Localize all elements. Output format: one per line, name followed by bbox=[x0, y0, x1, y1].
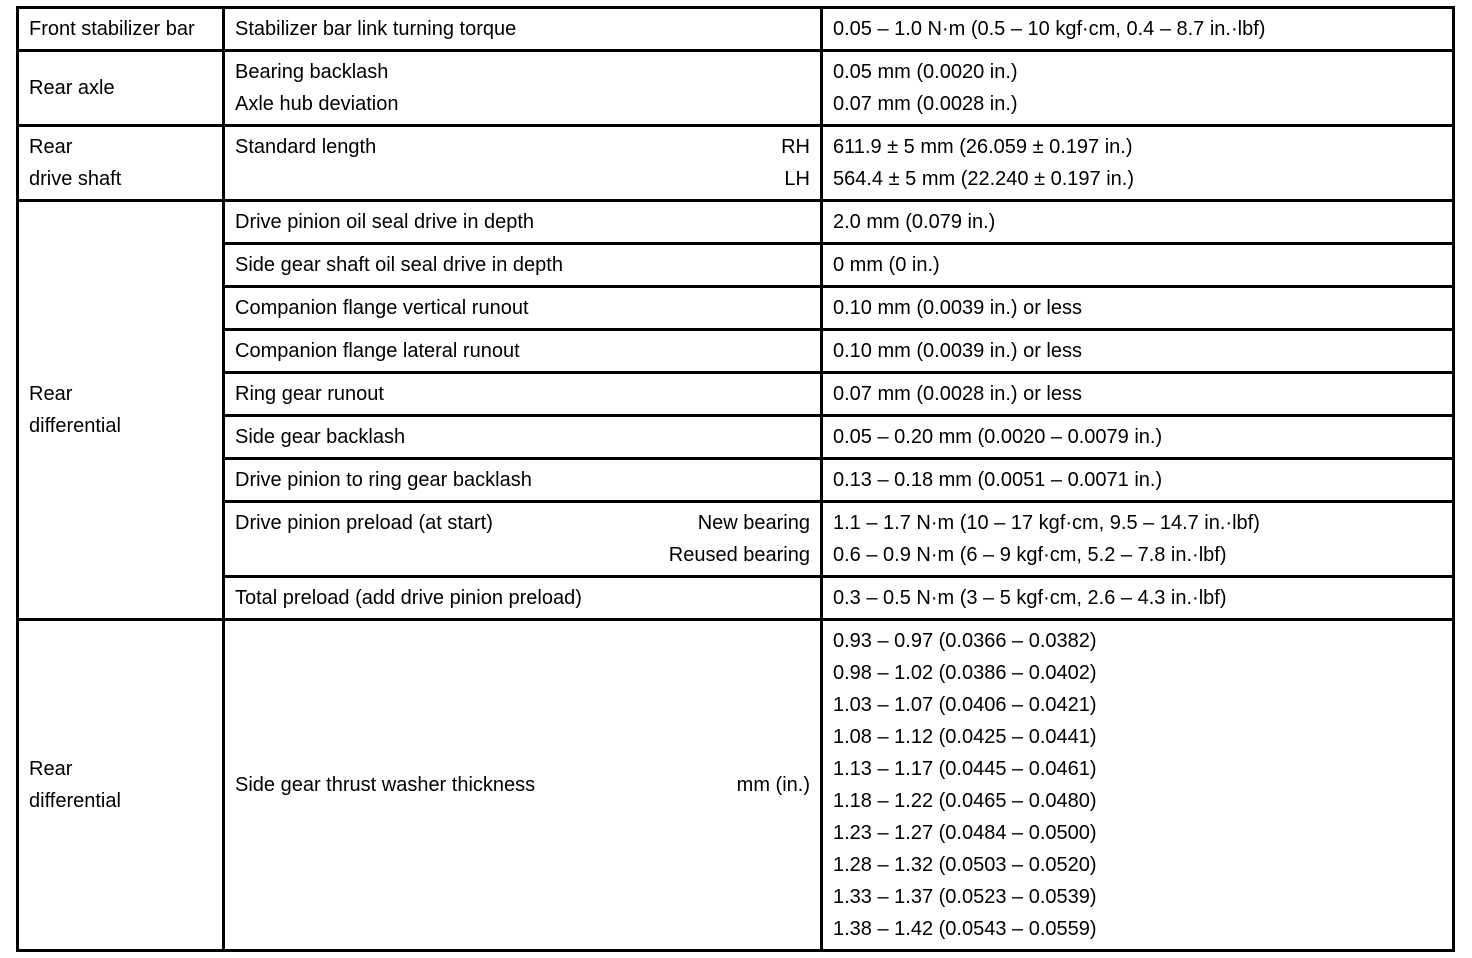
parameter-cell bbox=[224, 577, 822, 620]
row-side-gear-backlash bbox=[18, 416, 1454, 459]
value-cell bbox=[822, 330, 1454, 373]
row-total-preload bbox=[18, 577, 1454, 620]
category-label: Rear bbox=[29, 758, 73, 780]
row-rear-axle bbox=[18, 51, 1454, 126]
value-text: 0.07 mm (0.0028 in.) or less bbox=[833, 383, 1082, 405]
value-text: 611.9 ± 5 mm (26.059 ± 0.197 in.) bbox=[833, 136, 1133, 158]
thickness-value: 1.03 – 1.07 (0.0406 – 0.0421) bbox=[833, 694, 1097, 716]
category-cell bbox=[18, 8, 224, 51]
parameter-label: Drive pinion preload (at start) bbox=[235, 512, 493, 534]
thickness-value: 1.38 – 1.42 (0.0543 – 0.0559) bbox=[833, 918, 1097, 940]
value-cell bbox=[822, 502, 1454, 577]
parameter-label: Drive pinion oil seal drive in depth bbox=[235, 211, 535, 233]
parameter-cell bbox=[224, 330, 822, 373]
value-text: 0.05 – 1.0 N·m (0.5 – 10 kgf·cm, 0.4 – 8.7 in.·lbf) bbox=[833, 18, 1266, 40]
value-cell bbox=[822, 126, 1454, 201]
value-text: 0.05 – 0.20 mm (0.0020 – 0.0079 in.) bbox=[833, 426, 1163, 448]
parameter-label: Drive pinion to ring gear backlash bbox=[235, 469, 532, 491]
row-rear-drive-shaft bbox=[18, 126, 1454, 201]
side-qualifiers bbox=[781, 131, 810, 195]
parameter-label: Side gear thrust washer thickness bbox=[235, 774, 536, 796]
value-text: 0.6 – 0.9 N·m (6 – 9 kgf·cm, 5.2 – 7.8 in.·lbf) bbox=[833, 544, 1227, 566]
value-cell bbox=[822, 577, 1454, 620]
parameter-label: Total preload (add drive pinion preload) bbox=[235, 587, 582, 609]
row-drive-pinion-preload bbox=[18, 502, 1454, 577]
row-companion-flange-lateral bbox=[18, 330, 1454, 373]
category-cell bbox=[18, 126, 224, 201]
thickness-value: 1.18 – 1.22 (0.0465 – 0.0480) bbox=[833, 790, 1097, 812]
parameter-cell bbox=[224, 126, 822, 201]
parameter-label: Side gear backlash bbox=[235, 426, 406, 448]
qualifier-new-bearing: New bearing bbox=[697, 512, 810, 534]
parameter-label: Ring gear runout bbox=[235, 383, 384, 405]
value-text: 0.10 mm (0.0039 in.) or less bbox=[833, 297, 1082, 319]
parameter-cell bbox=[224, 244, 822, 287]
thickness-value: 1.23 – 1.27 (0.0484 – 0.0500) bbox=[833, 822, 1097, 844]
row-side-gear-thrust-washer bbox=[18, 620, 1454, 951]
row-front-stabilizer-bar bbox=[18, 8, 1454, 51]
thickness-value: 1.13 – 1.17 (0.0445 – 0.0461) bbox=[833, 758, 1097, 780]
value-text: 0.05 mm (0.0020 in.) bbox=[833, 61, 1018, 83]
qualifier-lh: LH bbox=[784, 168, 810, 190]
parameter-cell bbox=[224, 416, 822, 459]
category-label: Front stabilizer bar bbox=[29, 18, 195, 40]
value-text: 0.07 mm (0.0028 in.) bbox=[833, 93, 1018, 115]
parameter-label: Companion flange lateral runout bbox=[235, 340, 520, 362]
category-label: differential bbox=[29, 415, 121, 437]
thickness-value: 0.98 – 1.02 (0.0386 – 0.0402) bbox=[833, 662, 1097, 684]
parameter-cell bbox=[224, 201, 822, 244]
row-companion-flange-vertical bbox=[18, 287, 1454, 330]
parameter-cell bbox=[224, 459, 822, 502]
specification-table bbox=[16, 6, 1455, 952]
parameter-cell bbox=[224, 502, 822, 577]
value-cell bbox=[822, 459, 1454, 502]
value-cell bbox=[822, 8, 1454, 51]
value-text: 0.3 – 0.5 N·m (3 – 5 kgf·cm, 2.6 – 4.3 in.·lbf) bbox=[833, 587, 1227, 609]
category-cell bbox=[18, 201, 224, 620]
value-text: 1.1 – 1.7 N·m (10 – 17 kgf·cm, 9.5 – 14.7 in.·lbf) bbox=[833, 512, 1260, 534]
value-cell bbox=[822, 373, 1454, 416]
thickness-value: 1.33 – 1.37 (0.0523 – 0.0539) bbox=[833, 886, 1097, 908]
value-text: 564.4 ± 5 mm (22.240 ± 0.197 in.) bbox=[833, 168, 1135, 190]
parameter-cell bbox=[224, 8, 822, 51]
value-cell bbox=[822, 244, 1454, 287]
spec-sheet bbox=[16, 6, 1452, 952]
unit-label: mm (in.) bbox=[736, 774, 810, 796]
row-side-gear-shaft-oil-seal bbox=[18, 244, 1454, 287]
parameter-label: Axle hub deviation bbox=[235, 93, 399, 115]
parameter-label: Bearing backlash bbox=[235, 61, 389, 83]
bearing-qualifiers bbox=[669, 507, 810, 571]
value-cell bbox=[822, 201, 1454, 244]
category-cell bbox=[18, 620, 224, 951]
value-text: 2.0 mm (0.079 in.) bbox=[833, 211, 996, 233]
value-text: 0.13 – 0.18 mm (0.0051 – 0.0071 in.) bbox=[833, 469, 1163, 491]
qualifier-reused-bearing: Reused bearing bbox=[668, 544, 810, 566]
category-label: Rear axle bbox=[29, 77, 115, 99]
category-label: Rear bbox=[29, 136, 73, 158]
parameter-label: Side gear shaft oil seal drive in depth bbox=[235, 254, 563, 276]
parameter-label: Stabilizer bar link turning torque bbox=[235, 18, 517, 40]
thickness-value: 1.08 – 1.12 (0.0425 – 0.0441) bbox=[833, 726, 1097, 748]
parameter-cell bbox=[224, 287, 822, 330]
thickness-value: 0.93 – 0.97 (0.0366 – 0.0382) bbox=[833, 630, 1097, 652]
category-label: drive shaft bbox=[29, 168, 122, 190]
value-cell bbox=[822, 287, 1454, 330]
parameter-label: Standard length bbox=[235, 136, 377, 158]
value-text: 0 mm (0 in.) bbox=[833, 254, 940, 276]
value-cell bbox=[822, 620, 1454, 951]
category-label: Rear bbox=[29, 383, 73, 405]
thickness-list bbox=[833, 625, 1442, 945]
row-drive-pinion-oil-seal bbox=[18, 201, 1454, 244]
parameter-cell bbox=[224, 51, 822, 126]
row-ring-gear-runout bbox=[18, 373, 1454, 416]
thickness-value: 1.28 – 1.32 (0.0503 – 0.0520) bbox=[833, 854, 1097, 876]
row-drive-pinion-ring-gear-backlash bbox=[18, 459, 1454, 502]
category-cell bbox=[18, 51, 224, 126]
parameter-label: Companion flange vertical runout bbox=[235, 297, 529, 319]
value-text: 0.10 mm (0.0039 in.) or less bbox=[833, 340, 1082, 362]
qualifier-rh: RH bbox=[781, 136, 810, 158]
value-cell bbox=[822, 416, 1454, 459]
category-label: differential bbox=[29, 790, 121, 812]
parameter-cell bbox=[224, 620, 822, 951]
value-cell bbox=[822, 51, 1454, 126]
parameter-cell bbox=[224, 373, 822, 416]
